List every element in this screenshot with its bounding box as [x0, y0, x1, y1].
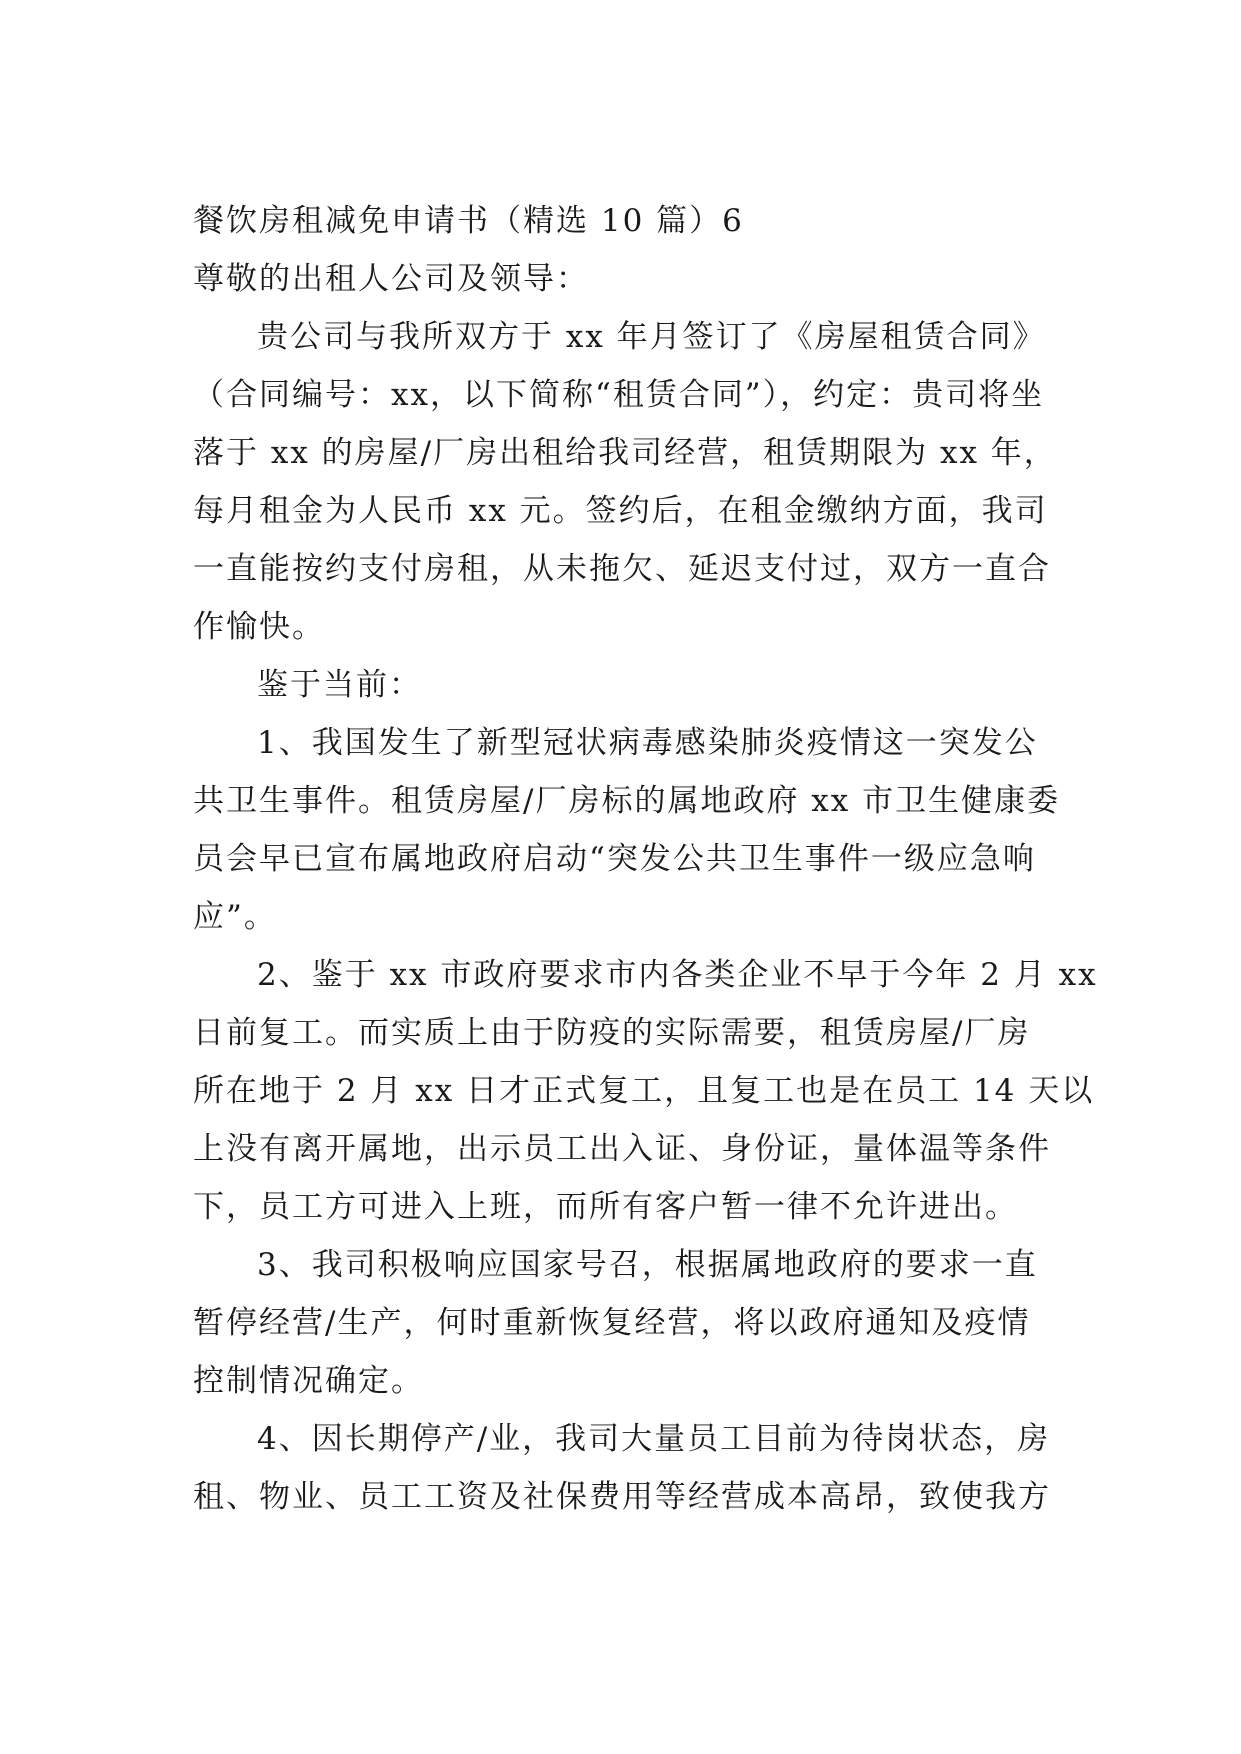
salutation: 尊敬的出租人公司及领导： — [193, 261, 589, 297]
text-line: 暂停经营/生产，何时重新恢复经营，将以政府通知及疫情 — [193, 1305, 1031, 1341]
text-line: 控制情况确定。 — [193, 1363, 424, 1399]
text-line: 员会早已宣布属地政府启动“突发公共卫生事件一级应急响 — [193, 841, 1036, 877]
document-page — [193, 192, 1098, 1526]
text-line: 一直能按约支付房租，从未拖欠、延迟支付过，双方一直合 — [193, 551, 1051, 587]
text-line: （合同编号：xx，以下简称“租赁合同”），约定：贵司将坐 — [193, 377, 1045, 413]
text-line: 租、物业、员工工资及社保费用等经营成本高昂，致使我方 — [193, 1479, 1051, 1515]
text-line: 共卫生事件。租赁房屋/厂房标的属地政府 xx 市卫生健康委 — [193, 783, 1061, 819]
text-line: 应”。 — [193, 899, 277, 935]
text-line: 下，员工方可进入上班，而所有客户暂一律不允许进出。 — [193, 1189, 1018, 1225]
text-line: 作愉快。 — [193, 609, 325, 645]
text-line: 贵公司与我所双方于 xx 年月签订了《房屋租赁合同》 — [257, 319, 1046, 355]
text-line: 落于 xx 的房屋/厂房出租给我司经营，租赁期限为 xx 年， — [193, 435, 1057, 471]
text-line: 1、我国发生了新型冠状病毒感染肺炎疫情这一突发公 — [257, 725, 1038, 761]
text-line: 日前复工。而实质上由于防疫的实际需要，租赁房屋/厂房 — [193, 1015, 1031, 1051]
text-line: 鉴于当前： — [257, 667, 422, 703]
document-title: 餐饮房租减免申请书（精选 10 篇）6 — [193, 203, 744, 239]
text-line: 所在地于 2 月 xx 日才正式复工，且复工也是在员工 14 天以 — [193, 1073, 1095, 1109]
text-line: 3、我司积极响应国家号召，根据属地政府的要求一直 — [257, 1247, 1038, 1283]
text-line: 4、因长期停产/业，我司大量员工目前为待岗状态，房 — [257, 1421, 1051, 1457]
text-line: 上没有离开属地，出示员工出入证、身份证，量体温等条件 — [193, 1131, 1051, 1167]
text-line: 每月租金为人民币 xx 元。签约后，在租金缴纳方面，我司 — [193, 493, 1048, 529]
text-line: 2、鉴于 xx 市政府要求市内各类企业不早于今年 2 月 xx — [257, 957, 1098, 993]
